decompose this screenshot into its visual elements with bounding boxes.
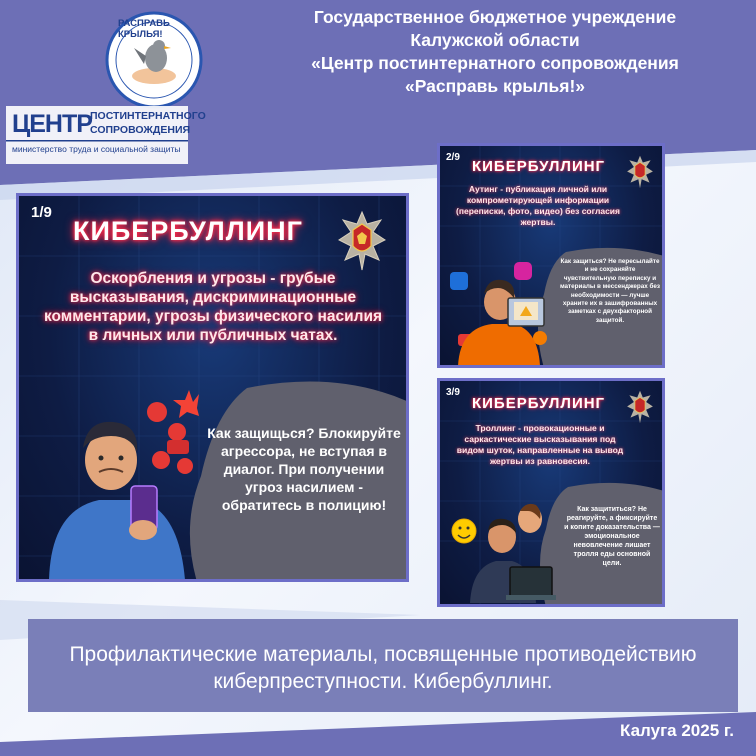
card-number: 1/9 — [31, 204, 52, 221]
org-line-4: «Расправь крылья!» — [404, 76, 586, 96]
card-title: КИБЕРБУЛЛИНГ — [472, 158, 606, 175]
logo-arc-text: РАСПРАВЬ КРЫЛЬЯ! — [118, 18, 170, 40]
organization-logo — [6, 10, 206, 160]
logo-sub1: ПОСТИНТЕРНАТНОГО — [90, 110, 206, 122]
sad-man-phone-illustration — [39, 390, 199, 580]
police-emblem-icon — [337, 210, 387, 272]
police-emblem-icon — [626, 154, 654, 190]
logo-wordmark — [6, 106, 206, 164]
card-description: Аутинг - публикация личной или компрометирующей информации (переписки, фото, видео) без согласия жертвы. — [456, 184, 620, 227]
card-description: Оскорбления и угрозы - грубые высказывания, дискриминационные комментарии, угрозы физического насилия в личных или публичных чатах. — [43, 270, 383, 344]
logo-big-text: ЦЕНТР — [12, 110, 92, 138]
card-description: Троллинг - провокационные и саркастические высказывания под видом шуток, направленные на вывод жертвы из равновесия. — [456, 423, 624, 466]
card-advice: Как защититься? Не реагируйте, а фиксируйте и копите доказательства — эмоциональное невовлечение лишает тролля еды основной цели. — [564, 506, 660, 567]
outing-illustration — [444, 258, 564, 366]
logo-ministry: министерство труда и социальной защиты — [12, 144, 181, 154]
card-title: КИБЕРБУЛЛИНГ — [472, 395, 606, 412]
card-title: КИБЕРБУЛЛИНГ — [73, 216, 303, 246]
card-advice: Как защищься? Блокируйте агрессора, не вступая в диалог. При получении угроз насилием - обратитесь в полицию! — [207, 425, 401, 513]
footer-caption: Профилактические материалы, посвященные противодействию киберпреступности. Кибербуллинг. — [69, 643, 697, 693]
org-line-1: Государственное бюджетное учреждение — [313, 7, 677, 27]
police-emblem-icon — [626, 389, 654, 425]
logo-sub2: СОПРОВОЖДЕНИЯ — [90, 124, 191, 136]
organization-title — [240, 6, 750, 98]
city-year: Калуга 2025 г. — [620, 721, 734, 740]
trolling-illustration — [450, 497, 560, 603]
card-advice: Как защиться? Не пересылайте и не сохраняйте чувствительную переписку и материалы в мессенджерах без необходимости — лучше храните их в зашифрованных заметках с двухфакторной защитой. — [559, 258, 661, 324]
card-number: 3/9 — [446, 387, 460, 398]
card-number: 2/9 — [446, 152, 460, 163]
card-1 — [16, 193, 409, 582]
org-line-2: Калужской области — [410, 30, 580, 50]
card-3 — [437, 378, 665, 607]
card-2 — [437, 143, 665, 368]
org-line-3: «Центр постинтернатного сопровождения — [311, 53, 679, 73]
